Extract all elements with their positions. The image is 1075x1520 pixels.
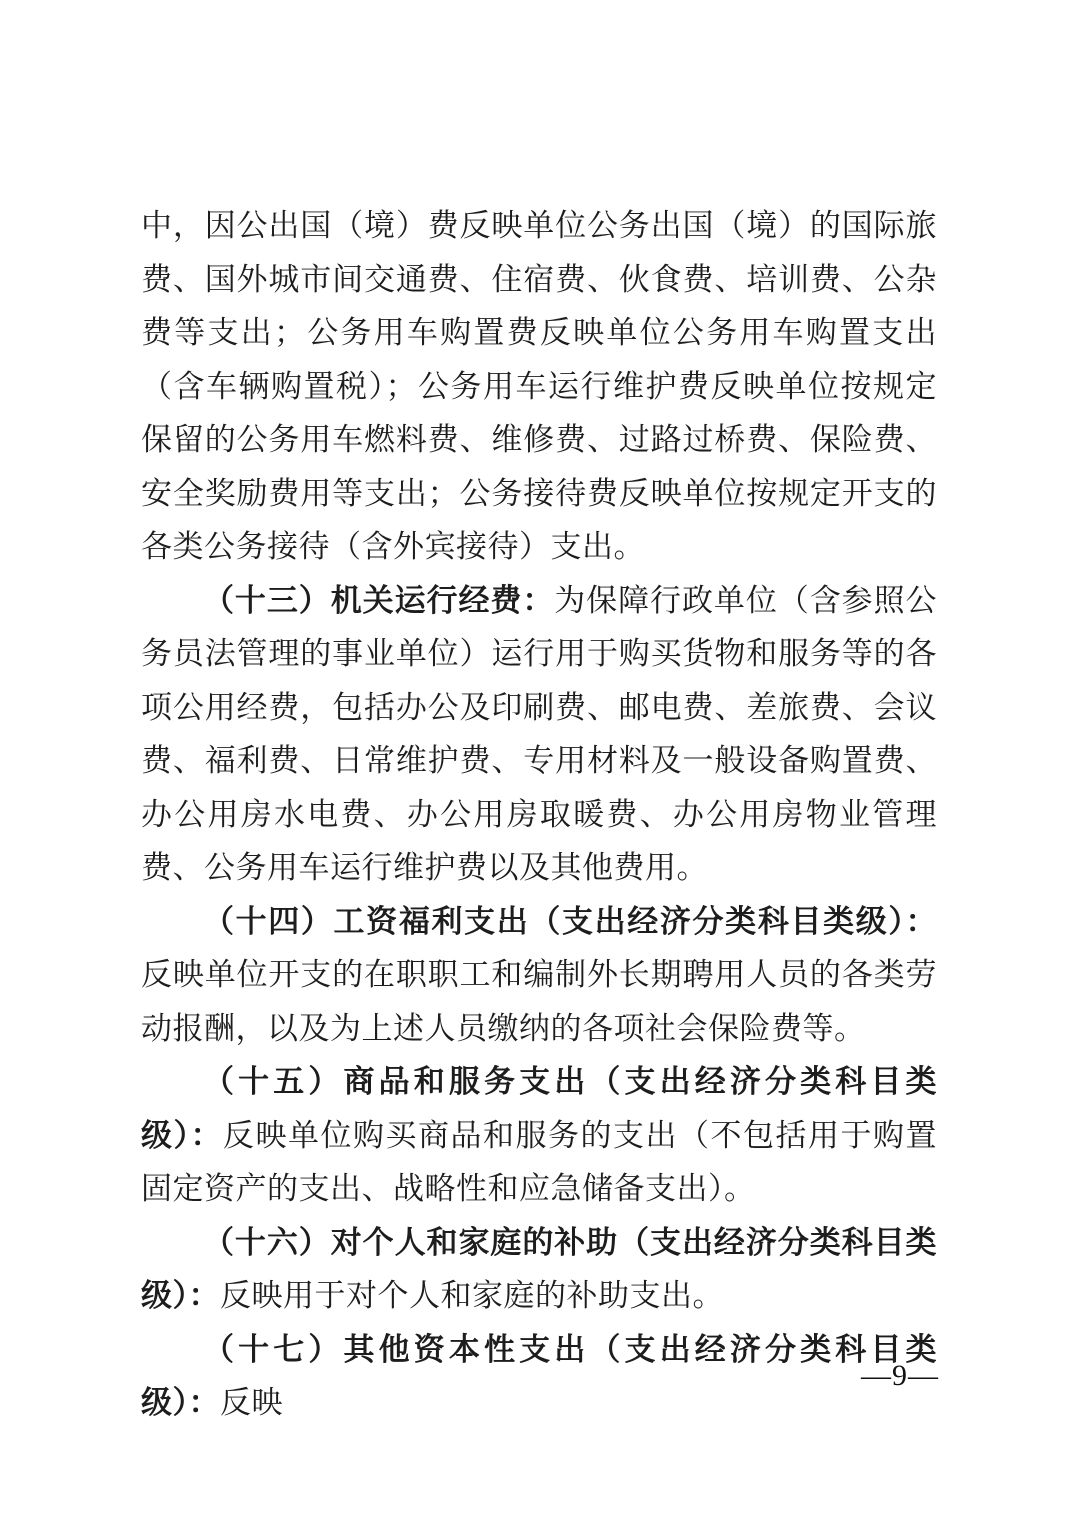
- paragraph: [141, 1216, 937, 1323]
- clause-text: 为保障行政单位（含参照公务员法管理的事业单位）运行用于购买货物和服务等的各项公用经费，包括办公及印刷费、邮电费、差旅费、会议费、福利费、日常维护费、专用材料及一般设备购置费、办公用房水电费、办公用房取暖费、办公用房物业管理费、公务用车运行维护费以及其他费用。: [141, 582, 937, 885]
- clause-text: 反映单位开支的在职职工和编制外长期聘用人员的各类劳动报酬，以及为上述人员缴纳的各项社会保险费等。: [141, 957, 937, 1046]
- paragraph: [141, 574, 937, 895]
- clause-heading: （十七）其他资本性支出（支出经济分类科目类级）：: [141, 1331, 937, 1420]
- clause-heading: （十三）机关运行经费：: [203, 582, 555, 618]
- clause-heading: （十五）商品和服务支出（支出经济分类科目类级）：: [141, 1064, 937, 1153]
- paragraph: [141, 1323, 937, 1430]
- paragraph: [141, 199, 937, 574]
- clause-text: 反映: [220, 1385, 283, 1420]
- clause-heading: （十四）工资福利支出（支出经济分类科目类级）：: [203, 903, 937, 939]
- clause-text: 反映用于对个人和家庭的补助支出。: [220, 1278, 724, 1313]
- document-body: [141, 199, 937, 1430]
- page-number: —9—: [861, 1359, 939, 1392]
- clause-text: 中，因公出国（境）费反映单位公务出国（境）的国际旅费、国外城市间交通费、住宿费、伙食费、培训费、公杂费等支出；公务用车购置费反映单位公务用车购置支出（含车辆购置税）；公务用车运行维护费反映单位按规定保留的公务用车燃料费、维修费、过路过桥费、保险费、安全奖励费用等支出；公务接待费反映单位按规定开支的各类公务接待（含外宾接待）支出。: [141, 208, 937, 564]
- paragraph: [141, 1055, 937, 1216]
- clause-text: 反映单位购买商品和服务的支出（不包括用于购置固定资产的支出、战略性和应急储备支出）。: [141, 1117, 937, 1206]
- clause-heading: （十六）对个人和家庭的补助（支出经济分类科目类级）：: [141, 1224, 937, 1313]
- paragraph: [141, 895, 937, 1056]
